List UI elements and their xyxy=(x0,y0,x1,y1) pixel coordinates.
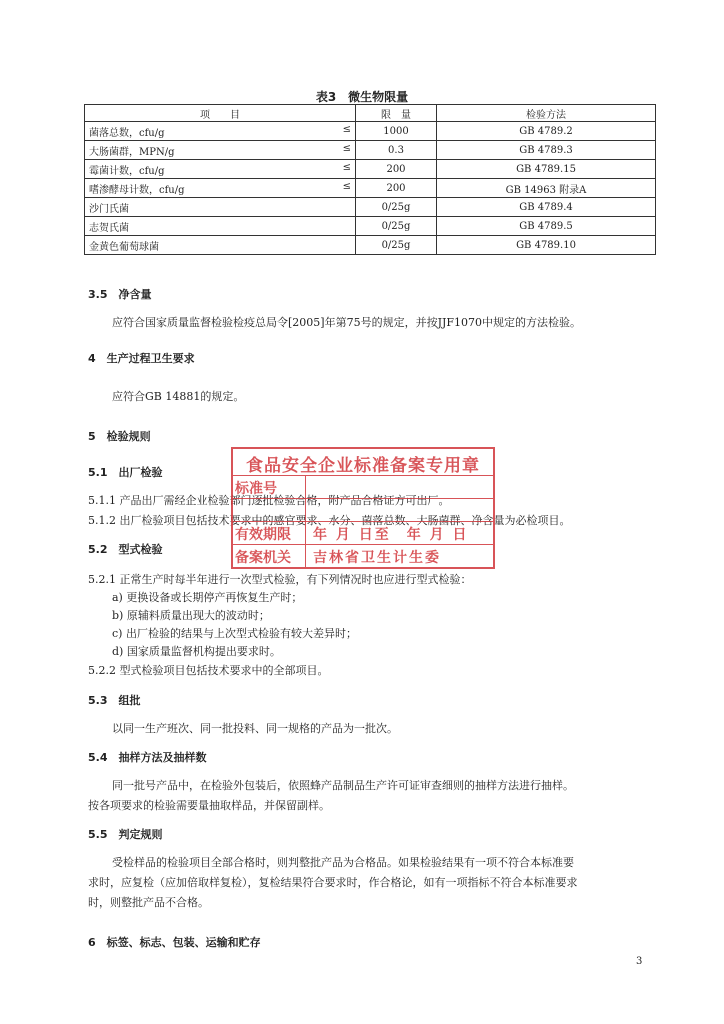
stamp-row-number xyxy=(233,475,493,498)
row-limit: 0.3 xyxy=(356,141,437,160)
le-symbol: ≤ xyxy=(342,124,351,135)
le-symbol: ≤ xyxy=(342,181,351,192)
text-5-2-1: 5.2.1 正常生产时每半年进行一次型式检验，有下列情况时也应进行型式检验： xyxy=(88,573,472,586)
row-item: 嗜渗酵母计数，cfu/g xyxy=(89,184,185,196)
row-method: GB 4789.4 xyxy=(437,198,656,217)
row-limit: 0/25g xyxy=(356,217,437,236)
stamp-title: 食品安全企业标准备案专用章 xyxy=(246,456,480,476)
table-row xyxy=(85,198,656,217)
stamp-date-text: 年 月 日至 年 月 日 xyxy=(313,527,469,543)
table-caption: 表3 微生物限量 xyxy=(315,90,409,104)
stamp-row-agency xyxy=(233,544,493,567)
text-5-1-1: 5.1.1 产品出厂需经企业检验部门逐批检验合格，附产品合格证方可出厂。 xyxy=(88,494,450,507)
heading-5: 5 检验规则 xyxy=(88,430,151,443)
stamp-label-date: 有效期限 xyxy=(235,527,291,543)
table-row xyxy=(85,217,656,236)
stamp-label-agency: 备案机关 xyxy=(235,550,291,566)
heading-5-3: 5.3 组批 xyxy=(88,694,141,707)
text-5-5-line1: 受检样品的检验项目全部合格时，则判整批产品为合格品。如果检验结果有一项不符合本标准要 xyxy=(112,856,574,869)
row-limit: 0/25g xyxy=(356,236,437,255)
stamp-agency: 吉林省卫生计生委 xyxy=(313,550,441,566)
table-header-row xyxy=(85,105,656,122)
heading-5-5: 5.5 判定规则 xyxy=(88,828,163,841)
text-5-5-line3: 时，则整批产品不合格。 xyxy=(88,896,209,909)
row-item: 沙门氏菌 xyxy=(89,203,129,215)
text-4: 应符合GB 14881的规定。 xyxy=(112,390,245,403)
heading-5-4: 5.4 抽样方法及抽样数 xyxy=(88,751,207,764)
heading-6: 6 标签、标志、包装、运输和贮存 xyxy=(88,936,261,949)
stamp-row-blank xyxy=(233,498,493,521)
row-method: GB 4789.5 xyxy=(437,217,656,236)
row-item: 大肠菌群，MPN/g xyxy=(89,146,175,158)
le-symbol: ≤ xyxy=(342,162,351,173)
header-item: 项 目 xyxy=(85,105,356,122)
row-limit: 200 xyxy=(356,160,437,179)
row-item: 志贺氏菌 xyxy=(89,222,129,234)
header-limit: 限 量 xyxy=(356,105,437,122)
text-3-5: 应符合国家质量监督检验检疫总局令[2005]年第75号的规定，并按JJF1070中规定的方法检验。 xyxy=(112,316,582,329)
row-item: 霉菌计数，cfu/g xyxy=(89,165,165,177)
row-method: GB 14963 附录A xyxy=(437,179,656,198)
list-item: c) 出厂检验的结果与上次型式检验有较大差异时； xyxy=(112,627,357,640)
stamp-label-number: 标准号 xyxy=(235,481,277,497)
text-5-1-2: 5.1.2 出厂检验项目包括技术要求中的感官要求、水分、菌落总数、大肠菌群、净含量为必检项目。 xyxy=(88,514,571,527)
heading-5-1: 5.1 出厂检验 xyxy=(88,466,163,479)
row-method: GB 4789.3 xyxy=(437,141,656,160)
row-item: 金黄色葡萄球菌 xyxy=(89,241,159,253)
table-row xyxy=(85,179,656,198)
page-number: 3 xyxy=(636,956,643,967)
row-method: GB 4789.15 xyxy=(437,160,656,179)
header-method: 检验方法 xyxy=(437,105,656,122)
list-item: b) 原辅料质量出现大的波动时； xyxy=(112,609,270,622)
row-method: GB 4789.2 xyxy=(437,122,656,141)
row-item: 菌落总数，cfu/g xyxy=(89,127,165,139)
stamp-row-date xyxy=(233,521,493,544)
row-limit: 1000 xyxy=(356,122,437,141)
text-5-4-line2: 按各项要求的检验需要量抽取样品，并保留副样。 xyxy=(88,799,330,812)
row-method: GB 4789.10 xyxy=(437,236,656,255)
filing-stamp xyxy=(231,447,495,569)
heading-5-2: 5.2 型式检验 xyxy=(88,543,163,556)
table-row xyxy=(85,122,656,141)
text-5-4-line1: 同一批号产品中，在检验外包装后，依照蜂产品制品生产许可证审查细则的抽样方法进行抽样。 xyxy=(112,779,574,792)
table-row xyxy=(85,236,656,255)
list-item: d) 国家质量监督机构提出要求时。 xyxy=(112,645,281,658)
microbial-limits-table xyxy=(84,104,656,255)
text-5-5-line2: 求时，应复检（应加倍取样复检），复检结果符合要求时，作合格论，如有一项指标不符合本标准要求 xyxy=(88,876,578,889)
list-item: a) 更换设备或长期停产再恢复生产时； xyxy=(112,591,303,604)
heading-4: 4 生产过程卫生要求 xyxy=(88,352,195,365)
row-limit: 0/25g xyxy=(356,198,437,217)
row-limit: 200 xyxy=(356,179,437,198)
table-row xyxy=(85,141,656,160)
heading-3-5: 3.5 净含量 xyxy=(88,288,152,301)
table-row xyxy=(85,160,656,179)
le-symbol: ≤ xyxy=(342,143,351,154)
text-5-3: 以同一生产班次、同一批投料、同一规格的产品为一批次。 xyxy=(112,722,398,735)
text-5-2-2: 5.2.2 型式检验项目包括技术要求中的全部项目。 xyxy=(88,664,329,677)
